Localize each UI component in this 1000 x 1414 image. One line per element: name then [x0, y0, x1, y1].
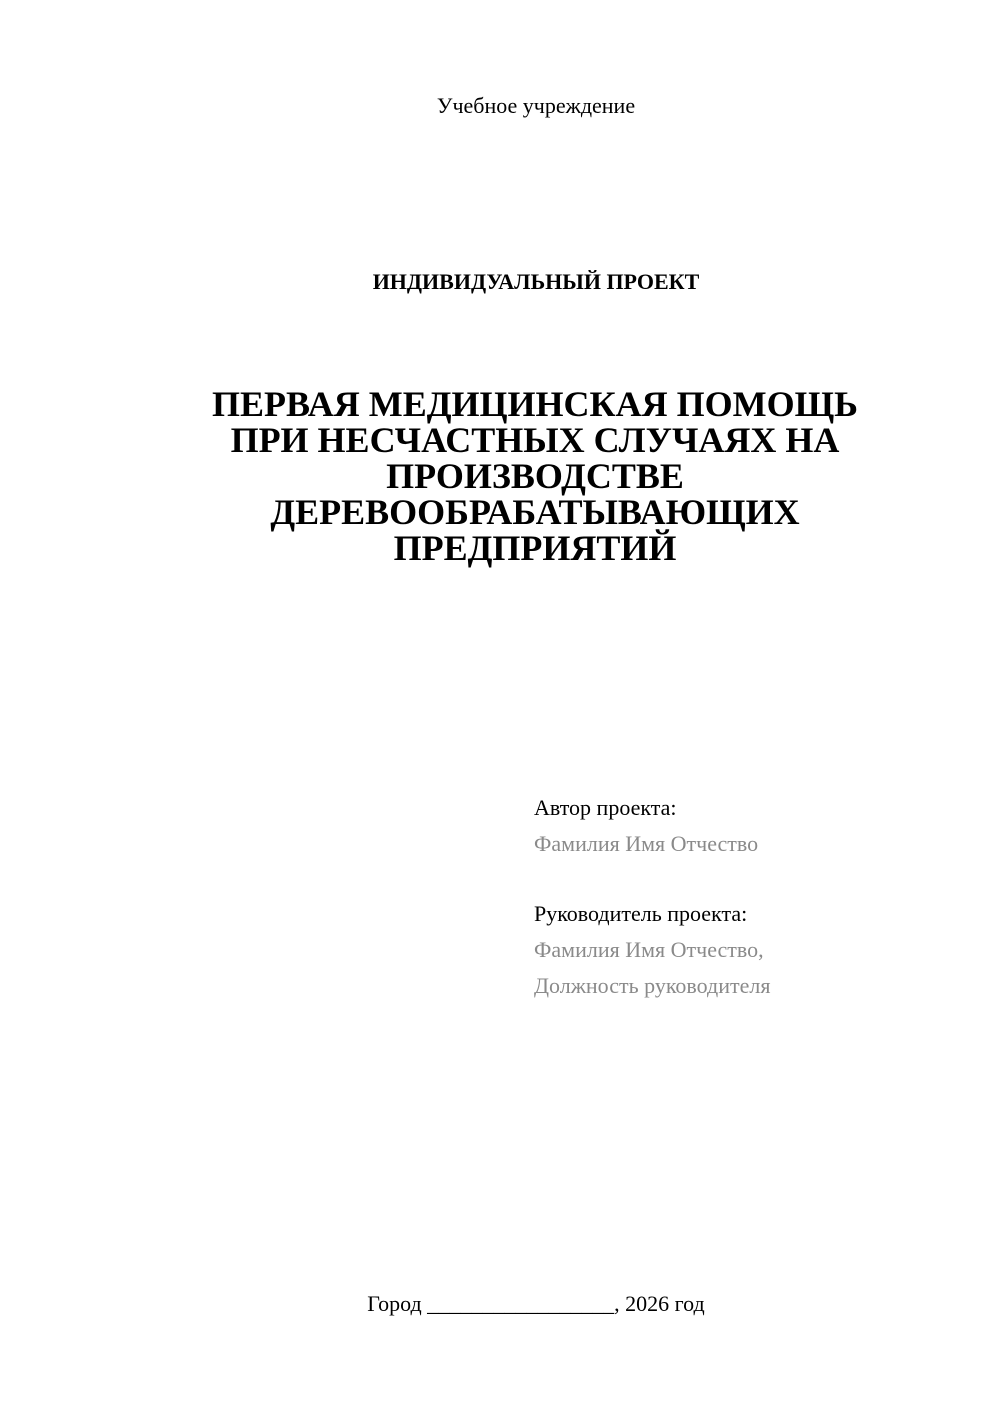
supervisor-name: Фамилия Имя Отчество,: [534, 937, 764, 962]
project-title-line: ПРОИЗВОДСТВЕ: [386, 456, 684, 496]
supervisor-position: Должность руководителя: [534, 973, 771, 998]
project-type-heading: ИНДИВИДУАЛЬНЫЙ ПРОЕКТ: [372, 269, 700, 294]
authors-spacer: [534, 862, 974, 896]
project-title-line: ПЕРВАЯ МЕДИЦИНСКАЯ ПОМОЩЬ: [212, 384, 858, 424]
project-title-line: ПРИ НЕСЧАСТНЫХ СЛУЧАЯХ НА: [230, 420, 840, 460]
author-name: Фамилия Имя Отчество: [534, 831, 759, 856]
institution-name: Учебное учреждение: [436, 93, 636, 118]
project-title-line: ДЕРЕВООБРАБАТЫВАЮЩИХ: [270, 492, 800, 532]
author-label: Автор проекта:: [534, 795, 677, 820]
city-blank: _________________: [427, 1291, 615, 1316]
project-title-line: ПРЕДПРИЯТИЙ: [393, 528, 677, 568]
city-year-footer: [0, 1290, 1000, 1318]
city-label: Город: [367, 1291, 422, 1316]
project-title: [150, 386, 920, 566]
year-text: , 2026 год: [614, 1291, 705, 1316]
authors-block: [534, 790, 974, 1004]
supervisor-label: Руководитель проекта:: [534, 901, 748, 926]
